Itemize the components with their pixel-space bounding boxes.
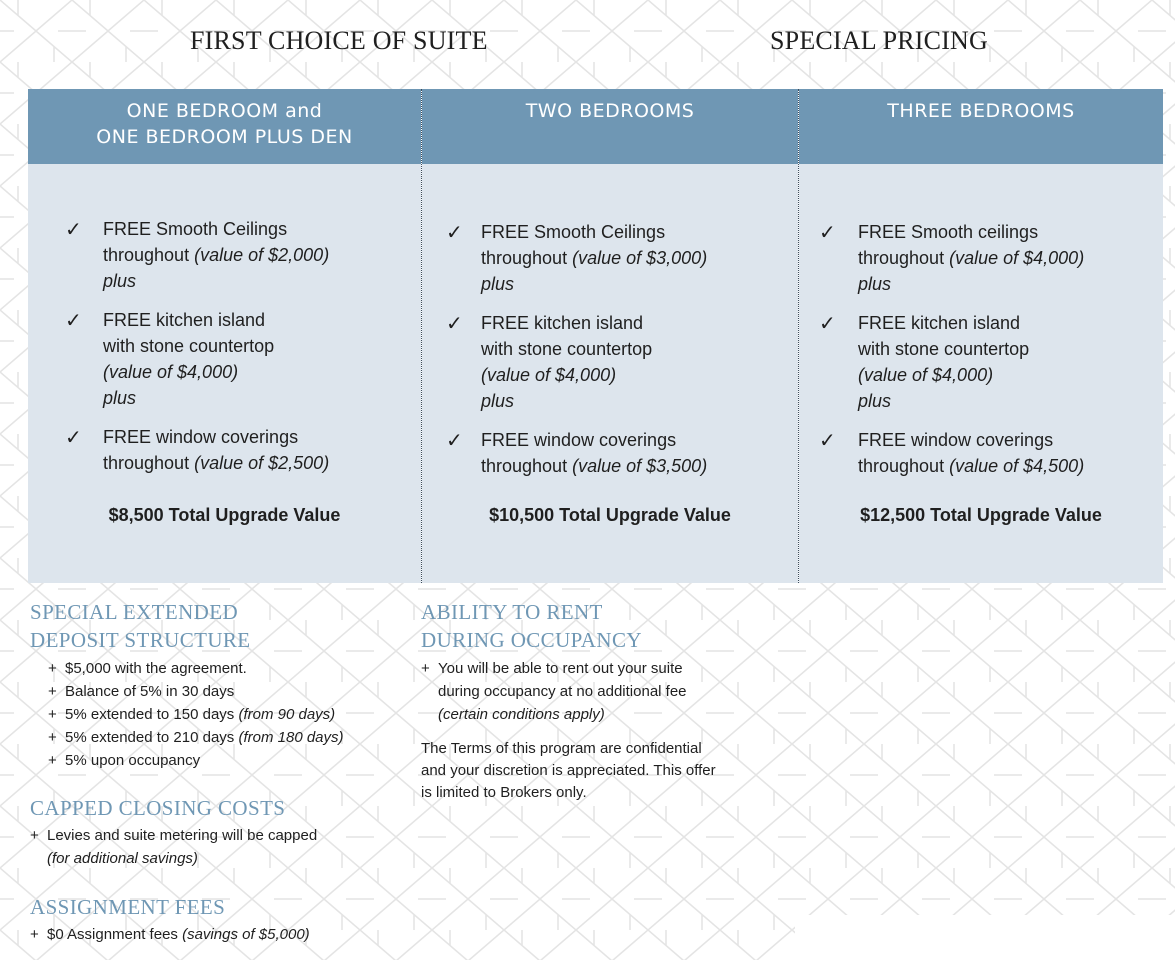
list-item: [30, 824, 410, 847]
feature-value: (value of $4,000): [858, 365, 994, 385]
feature-text: throughout: [858, 456, 945, 476]
item-text: Levies and suite metering will be capped: [47, 827, 318, 844]
section-deposit-structure: [30, 598, 410, 772]
feature-text: with stone countertop: [481, 339, 653, 359]
note-line: The Terms of this program are confidential: [421, 740, 702, 757]
section-ability-to-rent: [421, 598, 781, 804]
checkmark-icon: ✓: [446, 428, 463, 452]
feature-kitchen-island: [422, 310, 798, 414]
feature-text: throughout: [858, 248, 945, 268]
feature-value: (value of $3,000): [572, 248, 708, 268]
deposit-list: [48, 657, 410, 772]
feature-window-coverings: [28, 424, 421, 476]
feature-smooth-ceilings: [422, 219, 798, 297]
title-line: SPECIAL EXTENDED: [30, 600, 239, 624]
list-item: [421, 657, 781, 680]
column-header: [422, 89, 798, 164]
note-line: is limited to Brokers only.: [421, 784, 587, 801]
plus-icon: +: [48, 752, 57, 769]
feature-window-coverings: [422, 427, 798, 479]
item-text: 5% upon occupancy: [65, 752, 201, 769]
title-line: DURING OCCUPANCY: [421, 628, 642, 652]
heading-special-pricing: SPECIAL PRICING: [770, 26, 989, 55]
checkmark-icon: ✓: [65, 308, 82, 332]
feature-text: throughout: [103, 245, 190, 265]
feature-value: (value of $2,000): [194, 245, 330, 265]
column-divider: [421, 89, 422, 583]
closing-list: [30, 824, 410, 870]
feature-text: FREE Smooth Ceilings: [481, 222, 666, 242]
plus-text: plus: [481, 274, 515, 294]
feature-value: (value of $4,000): [481, 365, 617, 385]
pricing-table: [28, 89, 1163, 583]
plus-icon: +: [30, 827, 39, 844]
plus-icon: +: [48, 683, 57, 700]
item-text: $0 Assignment fees: [47, 926, 178, 943]
feature-kitchen-island: [28, 307, 421, 411]
list-item: [48, 680, 410, 703]
column-header: [799, 89, 1163, 164]
column-body: [28, 164, 421, 583]
plus-text: plus: [858, 274, 892, 294]
feature-value: (value of $2,500): [194, 453, 330, 473]
item-text: 5% extended to 150 days: [65, 706, 235, 723]
title-line: DEPOSIT STRUCTURE: [30, 628, 251, 652]
plus-text: plus: [858, 391, 892, 411]
feature-value: (value of $4,000): [103, 362, 239, 382]
item-note: (for additional savings): [47, 850, 198, 867]
section-title: ASSIGNMENT FEES: [30, 895, 226, 919]
list-item: [48, 657, 410, 680]
feature-text: with stone countertop: [858, 339, 1030, 359]
feature-smooth-ceilings: [28, 216, 421, 294]
column-two-bedrooms: [422, 89, 798, 583]
header-line: TWO BEDROOMS: [525, 100, 695, 122]
column-divider: [798, 89, 799, 583]
checkmark-icon: ✓: [819, 220, 836, 244]
item-note: (certain conditions apply): [438, 706, 605, 723]
note-line: and your discretion is appreciated. This offer: [421, 762, 716, 779]
total-upgrade-value: $10,500 Total Upgrade Value: [489, 505, 731, 525]
feature-text: FREE window coverings: [858, 430, 1054, 450]
feature-text: FREE window coverings: [481, 430, 677, 450]
column-header: [28, 89, 421, 164]
plus-icon: +: [421, 660, 430, 677]
header-line: THREE BEDROOMS: [887, 100, 1075, 122]
feature-value: (value of $4,500): [949, 456, 1085, 476]
section-capped-closing-costs: [30, 794, 410, 870]
item-text: during occupancy at no additional fee: [438, 683, 687, 700]
plus-icon: +: [48, 706, 57, 723]
item-text: 5% extended to 210 days: [65, 729, 235, 746]
checkmark-icon: ✓: [819, 428, 836, 452]
plus-icon: +: [48, 729, 57, 746]
section-title: [421, 598, 781, 654]
list-item: [48, 749, 410, 772]
list-item: [48, 703, 410, 726]
feature-text: FREE window coverings: [103, 427, 299, 447]
plus-icon: +: [30, 926, 39, 943]
item-text: Balance of 5% in 30 days: [65, 683, 235, 700]
column-body: [799, 164, 1163, 583]
item-note: (from 180 days): [238, 729, 344, 746]
item-note: (from 90 days): [238, 706, 336, 723]
item-text: $5,000 with the agreement.: [65, 660, 247, 677]
assignment-list: [30, 923, 410, 946]
title-line: ABILITY TO RENT: [421, 600, 603, 624]
total-upgrade-value: $12,500 Total Upgrade Value: [860, 505, 1102, 525]
plus-icon: +: [48, 660, 57, 677]
column-one-bedroom: [28, 89, 421, 583]
list-item: [48, 726, 410, 749]
feature-text: FREE Smooth ceilings: [858, 222, 1039, 242]
checkmark-icon: ✓: [65, 425, 82, 449]
feature-value: (value of $4,000): [949, 248, 1085, 268]
list-item: [30, 923, 410, 946]
checkmark-icon: ✓: [65, 217, 82, 241]
section-assignment-fees: [30, 893, 410, 946]
heading-first-choice: FIRST CHOICE OF SUITE: [190, 26, 488, 55]
checkmark-icon: ✓: [446, 311, 463, 335]
plus-text: plus: [103, 388, 137, 408]
feature-text: FREE kitchen island: [858, 313, 1021, 333]
feature-text: throughout: [481, 456, 568, 476]
item-text: You will be able to rent out your suite: [438, 660, 683, 677]
total-upgrade-value: $8,500 Total Upgrade Value: [108, 505, 341, 525]
section-title: [30, 598, 410, 654]
feature-text: throughout: [103, 453, 190, 473]
checkmark-icon: ✓: [446, 220, 463, 244]
feature-kitchen-island: [799, 310, 1163, 414]
feature-text: FREE kitchen island: [103, 310, 266, 330]
checkmark-icon: ✓: [819, 311, 836, 335]
plus-text: plus: [103, 271, 137, 291]
header-line: ONE BEDROOM PLUS DEN: [96, 126, 353, 148]
header-line: ONE BEDROOM and: [126, 100, 323, 122]
feature-text: throughout: [481, 248, 568, 268]
column-three-bedrooms: [799, 89, 1163, 583]
plus-text: plus: [481, 391, 515, 411]
section-title: CAPPED CLOSING COSTS: [30, 796, 286, 820]
feature-text: FREE Smooth Ceilings: [103, 219, 288, 239]
item-note: (savings of $5,000): [182, 926, 310, 943]
confidentiality-note: [421, 738, 781, 804]
rent-list: [421, 657, 781, 726]
feature-window-coverings: [799, 427, 1163, 479]
feature-value: (value of $3,500): [572, 456, 708, 476]
feature-text: with stone countertop: [103, 336, 275, 356]
column-body: [422, 164, 798, 583]
feature-text: FREE kitchen island: [481, 313, 644, 333]
feature-smooth-ceilings: [799, 219, 1163, 297]
